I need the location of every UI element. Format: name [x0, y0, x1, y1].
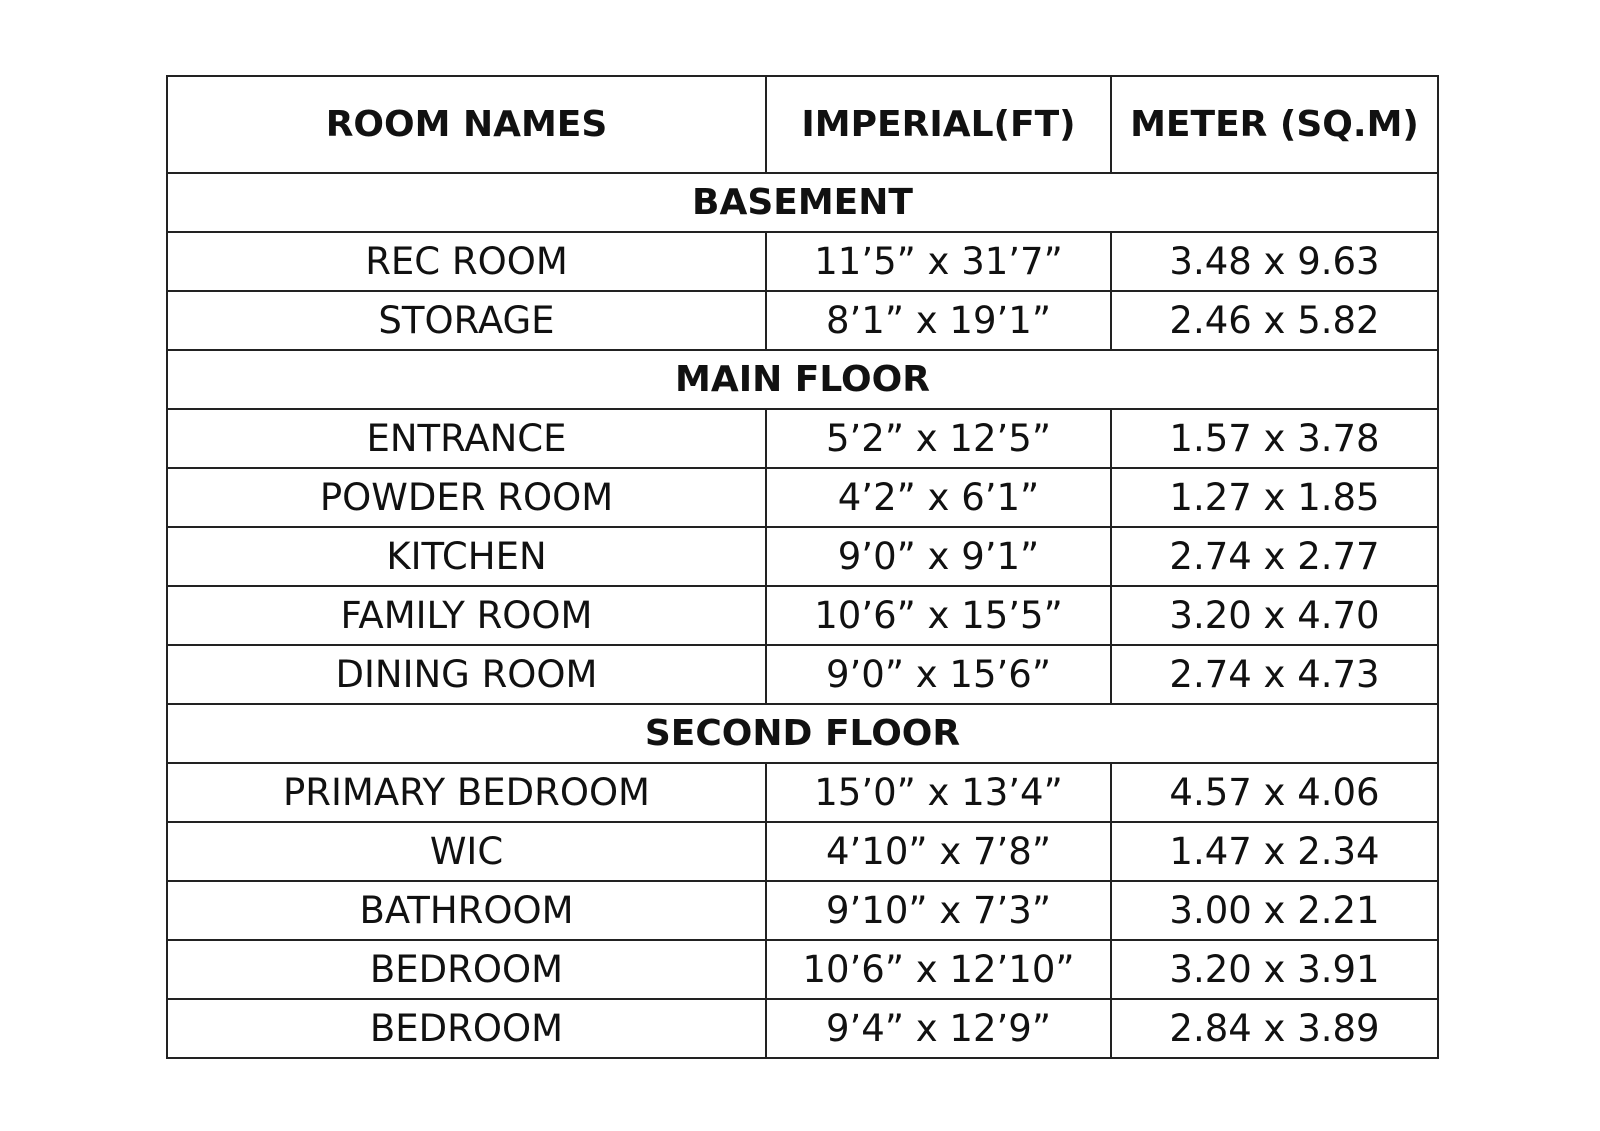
- metric-cell: 2.84 x 3.89: [1111, 999, 1438, 1058]
- room-name-cell: DINING ROOM: [167, 645, 766, 704]
- section-row: [167, 350, 1438, 409]
- metric-cell: 3.20 x 3.91: [1111, 940, 1438, 999]
- metric-cell: 3.20 x 4.70: [1111, 586, 1438, 645]
- section-label: SECOND FLOOR: [167, 704, 1438, 763]
- table-row: [167, 940, 1438, 999]
- room-name-cell: BATHROOM: [167, 881, 766, 940]
- metric-cell: 2.74 x 4.73: [1111, 645, 1438, 704]
- table-header-row: [167, 76, 1438, 173]
- table-body: [167, 173, 1438, 1058]
- imperial-cell: 10’6” x 15’5”: [766, 586, 1111, 645]
- metric-cell: 4.57 x 4.06: [1111, 763, 1438, 822]
- room-name-cell: ENTRANCE: [167, 409, 766, 468]
- room-name-cell: KITCHEN: [167, 527, 766, 586]
- header-imperial: IMPERIAL(FT): [766, 76, 1111, 173]
- header-meter: METER (SQ.M): [1111, 76, 1438, 173]
- table-row: [167, 999, 1438, 1058]
- imperial-cell: 10’6” x 12’10”: [766, 940, 1111, 999]
- room-name-cell: STORAGE: [167, 291, 766, 350]
- room-name-cell: REC ROOM: [167, 232, 766, 291]
- section-label: BASEMENT: [167, 173, 1438, 232]
- section-label: MAIN FLOOR: [167, 350, 1438, 409]
- imperial-cell: 9’0” x 9’1”: [766, 527, 1111, 586]
- table-row: [167, 822, 1438, 881]
- table-row: [167, 409, 1438, 468]
- metric-cell: 1.57 x 3.78: [1111, 409, 1438, 468]
- header-room-names: ROOM NAMES: [167, 76, 766, 173]
- imperial-cell: 9’4” x 12’9”: [766, 999, 1111, 1058]
- table-row: [167, 586, 1438, 645]
- room-name-cell: POWDER ROOM: [167, 468, 766, 527]
- room-name-cell: WIC: [167, 822, 766, 881]
- imperial-cell: 8’1” x 19’1”: [766, 291, 1111, 350]
- room-name-cell: BEDROOM: [167, 999, 766, 1058]
- table-row: [167, 232, 1438, 291]
- table-row: [167, 763, 1438, 822]
- section-row: [167, 704, 1438, 763]
- imperial-cell: 11’5” x 31’7”: [766, 232, 1111, 291]
- table-row: [167, 881, 1438, 940]
- imperial-cell: 5’2” x 12’5”: [766, 409, 1111, 468]
- room-dimensions-table: [166, 75, 1439, 1059]
- metric-cell: 2.46 x 5.82: [1111, 291, 1438, 350]
- imperial-cell: 4’2” x 6’1”: [766, 468, 1111, 527]
- table-row: [167, 468, 1438, 527]
- table-row: [167, 645, 1438, 704]
- section-row: [167, 173, 1438, 232]
- metric-cell: 2.74 x 2.77: [1111, 527, 1438, 586]
- metric-cell: 1.47 x 2.34: [1111, 822, 1438, 881]
- room-name-cell: BEDROOM: [167, 940, 766, 999]
- room-dimensions-table-wrapper: [166, 75, 1439, 1059]
- table-row: [167, 527, 1438, 586]
- imperial-cell: 4’10” x 7’8”: [766, 822, 1111, 881]
- room-name-cell: PRIMARY BEDROOM: [167, 763, 766, 822]
- room-name-cell: FAMILY ROOM: [167, 586, 766, 645]
- metric-cell: 3.48 x 9.63: [1111, 232, 1438, 291]
- metric-cell: 1.27 x 1.85: [1111, 468, 1438, 527]
- imperial-cell: 15’0” x 13’4”: [766, 763, 1111, 822]
- metric-cell: 3.00 x 2.21: [1111, 881, 1438, 940]
- table-row: [167, 291, 1438, 350]
- imperial-cell: 9’0” x 15’6”: [766, 645, 1111, 704]
- imperial-cell: 9’10” x 7’3”: [766, 881, 1111, 940]
